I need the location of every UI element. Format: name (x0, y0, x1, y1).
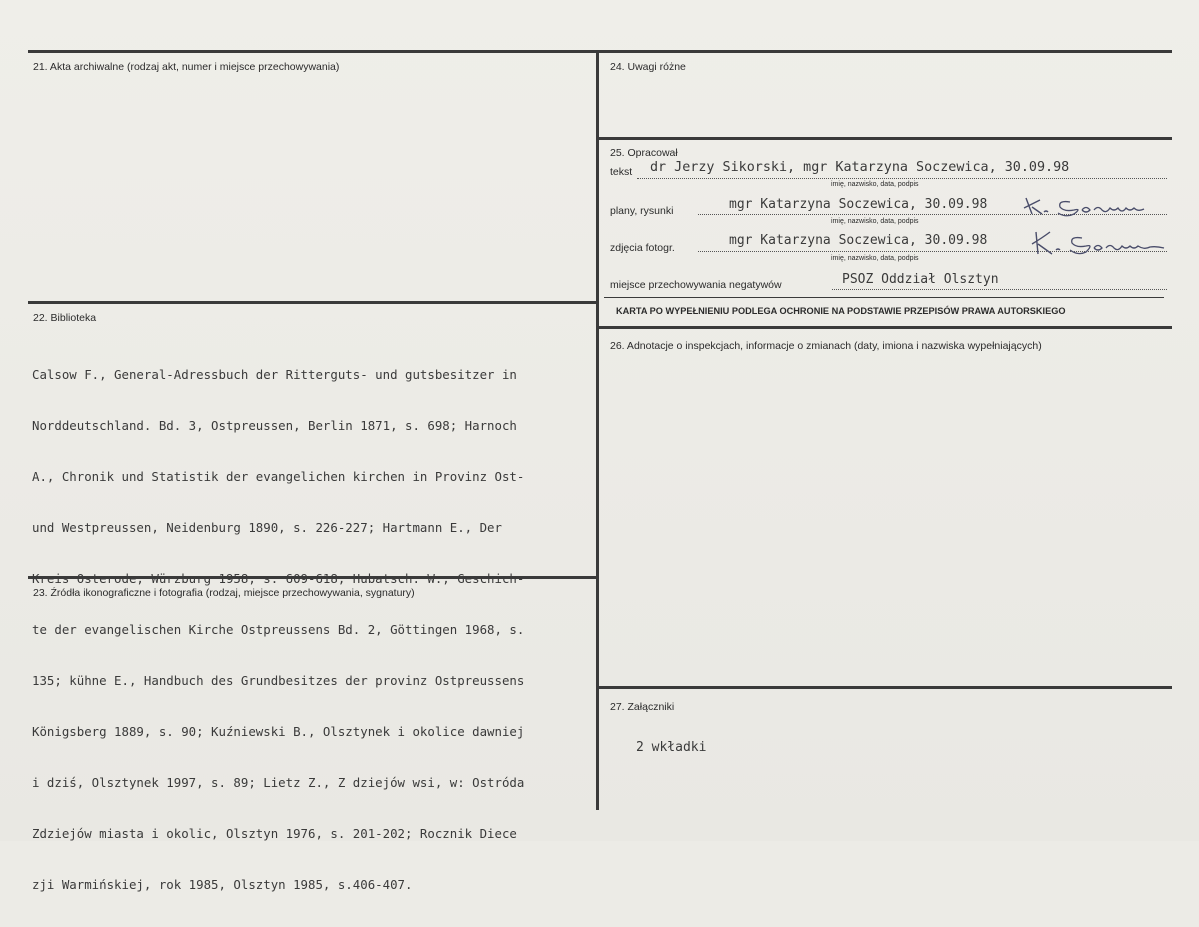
rule-above-notice (604, 297, 1164, 298)
signature-zdjecia (1028, 228, 1168, 258)
section-21-label: 21. Akta archiwalne (rodzaj akt, numer i miejsce przechowywania) (33, 61, 340, 73)
rule-left-21-22 (28, 301, 598, 304)
tekst-dotted-line (637, 178, 1167, 179)
copyright-notice: KARTA PO WYPEŁNIENIU PODLEGA OCHRONIE NA PODSTAWIE PRZEPISÓW PRAWA AUTORSKIEGO (616, 306, 1066, 316)
miejsce-label: miejsce przechowywania negatywów (610, 279, 782, 291)
plany-caption: imię, nazwisko, data, podpis (831, 218, 919, 225)
zdjecia-value: mgr Katarzyna Soczewica, 30.09.98 (729, 233, 988, 248)
biblio-line: Calsow F., General-Adressbuch der Ritterguts- und gutsbesitzer in (32, 367, 517, 382)
zdjecia-caption: imię, nazwisko, data, podpis (831, 255, 919, 262)
plany-value: mgr Katarzyna Soczewica, 30.09.98 (729, 197, 988, 212)
biblio-line: 135; kühne E., Handbuch des Grundbesitzes der provinz Ostpreussens (32, 673, 525, 688)
biblio-line: A., Chronik und Statistik der evangelichen kirchen in Provinz Ost- (32, 469, 525, 484)
biblio-line: zji Warmińskiej, rok 1985, Olsztyn 1985, s.406-407. (32, 877, 413, 892)
biblio-line: Zdziejów miasta i okolic, Olsztyn 1976, s. 201-202; Rocznik Diece (32, 826, 517, 841)
biblio-line: Norddeutschland. Bd. 3, Ostpreussen, Berlin 1871, s. 698; Harnoch (32, 418, 517, 433)
signature-plany (1018, 192, 1153, 220)
biblio-line: Kreis Osterode, Würzburg 1958, s. 609-618; Hubatsch. W., Geschich- (32, 571, 525, 586)
rule-right-24-25 (598, 137, 1172, 140)
section-22-label: 22. Biblioteka (33, 312, 97, 324)
section-23-label: 23. Źródła ikonograficzne i fotografia (rodzaj, miejsce przechowywania, sygnatury) (33, 587, 415, 599)
rule-right-26-27 (598, 686, 1172, 689)
zdjecia-label: zdjęcia fotogr. (610, 242, 675, 254)
biblio-line: te der evangelischen Kirche Ostpreussens Bd. 2, Göttingen 1968, s. (32, 622, 525, 637)
section-24-label: 24. Uwagi różne (610, 61, 686, 73)
top-rule (28, 50, 1172, 53)
tekst-caption: imię, nazwisko, data, podpis (831, 181, 919, 188)
miejsce-value: PSOZ Oddział Olsztyn (842, 272, 999, 287)
biblio-line: und Westpreussen, Neidenburg 1890, s. 226-227; Hartmann E., Der (32, 520, 502, 535)
miejsce-dotted-line (832, 289, 1167, 290)
plany-label: plany, rysunki (610, 205, 674, 217)
center-divider (596, 50, 599, 810)
tekst-label: tekst (610, 166, 633, 178)
section-25-label: 25. Opracował (610, 147, 678, 159)
attachments-value: 2 wkładki (636, 740, 707, 755)
bibliography-text (32, 332, 592, 927)
biblio-line: i dziś, Olsztynek 1997, s. 89; Lietz Z., Z dziejów wsi, w: Ostróda (32, 775, 525, 790)
tekst-value: dr Jerzy Sikorski, mgr Katarzyna Soczewica, 30.09.98 (650, 160, 1070, 175)
rule-right-25-26 (598, 326, 1172, 329)
section-26-label: 26. Adnotacje o inspekcjach, informacje o zmianach (daty, imiona i nazwiska wypełniających) (610, 340, 1042, 352)
section-27-label: 27. Załączniki (610, 701, 675, 713)
biblio-line: Königsberg 1889, s. 90; Kuźniewski B., Olsztynek i okolice dawniej (32, 724, 525, 739)
